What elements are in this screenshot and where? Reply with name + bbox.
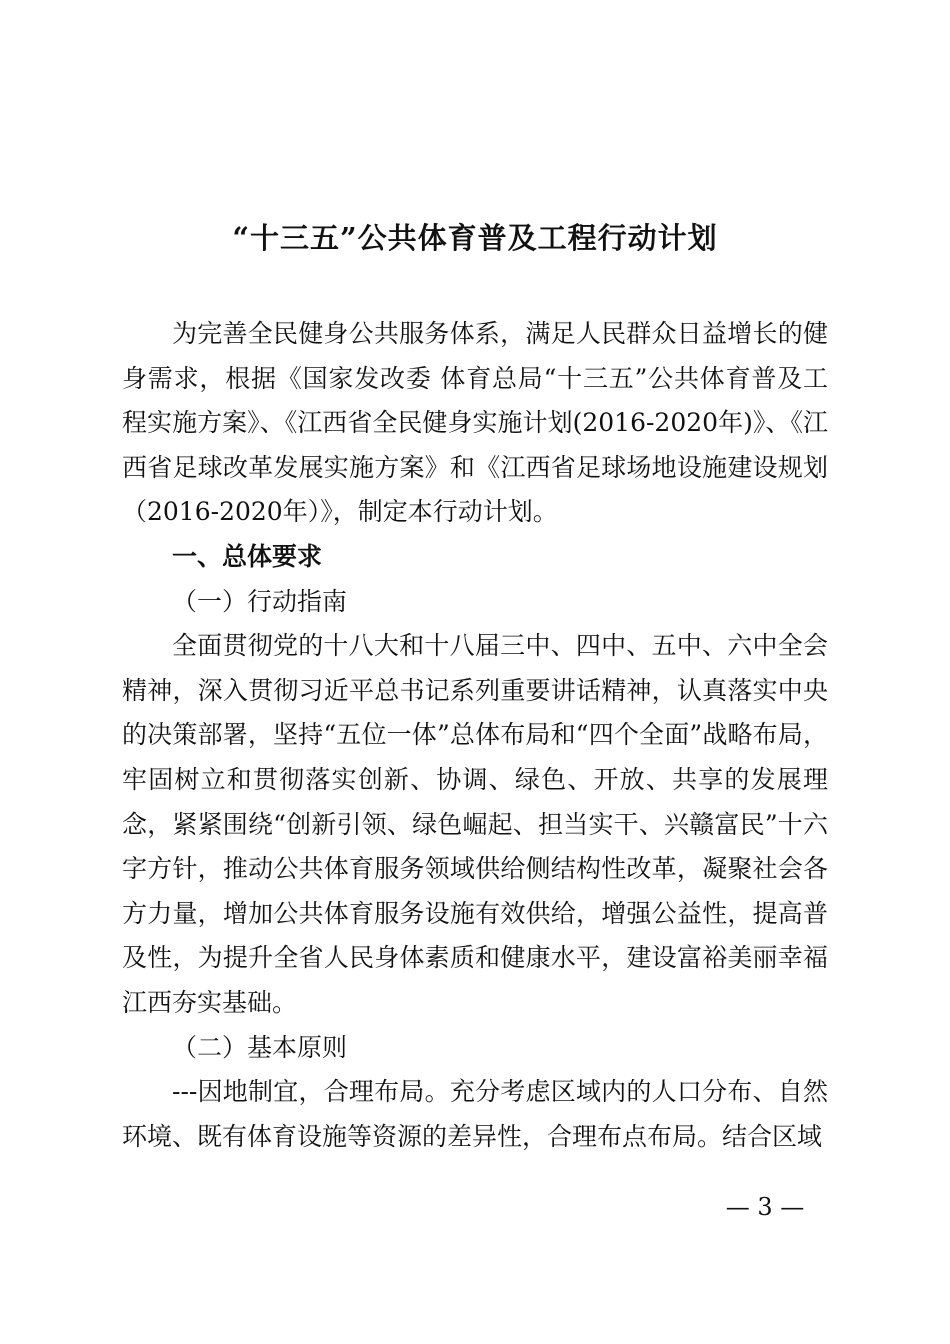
intro-paragraph: 为完善全民健身公共服务体系，满足人民群众日益增长的健身需求，根据《国家发改委 体育总局“十三五”公共体育普及工程实施方案》、《江西省全民健身实施计划(2016-2020年)》、《江西省足球改革发展实施方案》和《江西省足球场地设施建设规划（2016-2020年）》，制定本行动计划。 bbox=[122, 319, 828, 527]
subsection-heading-basic-principles: （二）基本原则 bbox=[172, 1032, 348, 1062]
document-title: “十三五”公共体育普及工程行动计划 bbox=[232, 221, 718, 255]
document-body bbox=[122, 312, 828, 1159]
page-number: — 3 — bbox=[725, 1193, 805, 1221]
principle-paragraph: ---因地制宜，合理布局。充分考虑区域内的人口分布、自然环境、既有体育设施等资源的差异性，合理布点布局。结合区域 bbox=[122, 1077, 828, 1151]
section-heading-general-requirements: 一、总体要求 bbox=[172, 541, 323, 571]
action-guide-paragraph: 全面贯彻党的十八大和十八届三中、四中、五中、六中全会精神，深入贯彻习近平总书记系列重要讲话精神，认真落实中央的决策部署，坚持“五位一体”总体布局和“四个全面”战略布局，牢固树立和贯彻落实创新、协调、绿色、开放、共享的发展理念，紧紧围绕“创新引领、绿色崛起、担当实干、兴赣富民”十六字方针，推动公共体育服务领域供给侧结构性改革，凝聚社会各方力量，增加公共体育服务设施有效供给，增强公益性，提高普及性，为提升全省人民身体素质和健康水平，建设富裕美丽幸福江西夯实基础。 bbox=[122, 631, 828, 1017]
subsection-heading-action-guide: （一）行动指南 bbox=[172, 586, 348, 616]
